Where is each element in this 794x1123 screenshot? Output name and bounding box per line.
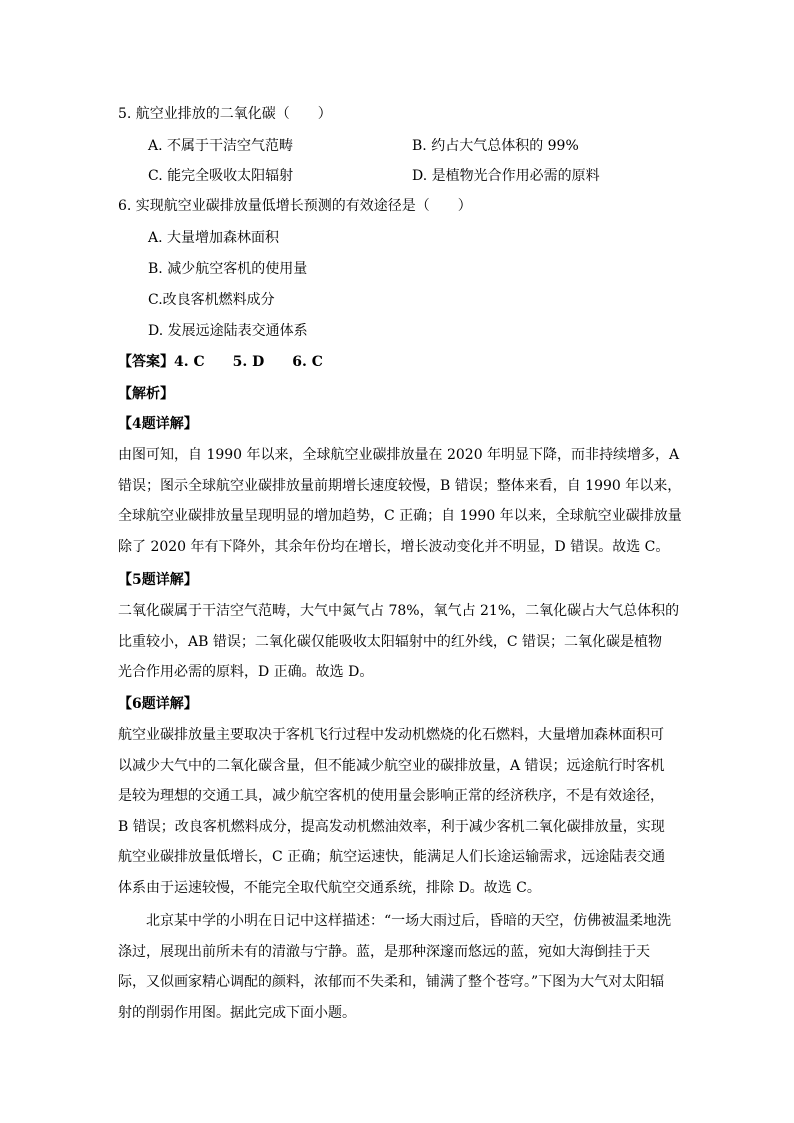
- detail-6-line: 航空业碳排放量低增长，C 正确；航空运速快，能满足人们长途运输需求，远途陆表交通: [118, 849, 666, 866]
- detail-4-line: 全球航空业碳排放量呈现明显的增加趋势，C 正确；自 1990 年以来，全球航空业碳排放量: [118, 508, 682, 525]
- question-5-option-a: A. 不属于干洁空气范畴: [148, 138, 294, 154]
- detail-6-line: 航空业碳排放量主要取决于客机飞行过程中发动机燃烧的化石燃料，大量增加森林面积可: [118, 727, 664, 743]
- passage-line: 北京某中学的小明在日记中这样描述：“一场大雨过后，昏暗的天空，仿佛被温柔地洗: [146, 913, 672, 929]
- question-5-option-c: C. 能完全吸收太阳辐射: [148, 168, 294, 184]
- question-6-option-b: B. 减少航空客机的使用量: [148, 261, 308, 277]
- detail-5-line: 光合作用必需的原料，D 正确。故选 D。: [118, 664, 374, 681]
- question-6-option-c: C.改良客机燃料成分: [148, 292, 275, 308]
- passage-line: 射的削弱作用图。据此完成下面小题。: [118, 1004, 356, 1021]
- question-5-option-d: D. 是植物光合作用必需的原料: [412, 168, 600, 184]
- detail-4-line: 错误；图示全球航空业碳排放量前期增长速度较慢，B 错误；整体来看，自 1990 年以来，: [118, 477, 682, 494]
- question-5-stem: 5. 航空业排放的二氧化碳（ ）: [118, 106, 332, 122]
- question-6-stem: 6. 实现航空业碳排放量低增长预测的有效途径是（ ）: [118, 198, 472, 214]
- detail-4-line: 由图可知，自 1990 年以来，全球航空业碳排放量在 2020 年明显下降，而非持续增多，A: [118, 447, 680, 463]
- detail-6-line: 是较为理想的交通工具，减少航空客机的使用量会影响正常的经济秩序，不是有效途径，: [118, 788, 664, 805]
- detail-4-heading: 【4题详解】: [118, 416, 198, 432]
- detail-6-heading: 【6题详解】: [118, 696, 198, 712]
- detail-4-line: 除了 2020 年有下降外，其余年份均在增长，增长波动变化并不明显，D 错误。故选 C。: [118, 538, 670, 555]
- detail-4-paragraph: [118, 440, 682, 562]
- detail-5-line: 二氧化碳属于干洁空气范畴，大气中氮气占 78%，氧气占 21%，二氧化碳占大气总体积的: [118, 603, 680, 619]
- detail-6-line: 体系由于运速较慢，不能完全取代航空交通系统，排除 D。故选 C。: [118, 879, 541, 896]
- passage-line: 际，又似画家精心调配的颜料，浓郁而不失柔和，铺满了整个苍穹。”下图为大气对太阳辐: [118, 974, 665, 991]
- detail-5-paragraph: [118, 596, 678, 688]
- answer-line: 【答案】4. C 5. D 6. C: [118, 354, 323, 370]
- passage-line: 涤过，展现出前所未有的清澈与宁静。蓝，是那种深邃而悠远的蓝，宛如大海倒挂于天: [118, 943, 650, 960]
- detail-5-heading: 【5题详解】: [118, 572, 198, 588]
- detail-6-line: 以减少大气中的二氧化碳含量，但不能减少航空业的碳排放量，A 错误；远途航行时客机: [118, 757, 665, 774]
- detail-6-paragraph: [118, 720, 678, 904]
- question-6-option-a: A. 大量增加森林面积: [148, 230, 280, 246]
- detail-5-line: 比重较小，AB 错误；二氧化碳仅能吸收太阳辐射中的红外线，C 错误；二氧化碳是植物: [118, 633, 663, 650]
- question-5-option-b: B. 约占大气总体积的 99%: [412, 138, 579, 154]
- analysis-heading: 【解析】: [118, 386, 174, 402]
- question-6-option-d: D. 发展远途陆表交通体系: [148, 323, 308, 339]
- detail-6-line: B 错误；改良客机燃料成分，提高发动机燃油效率，利于减少客机二氧化碳排放量，实现: [118, 818, 665, 835]
- reading-passage: [118, 906, 678, 1028]
